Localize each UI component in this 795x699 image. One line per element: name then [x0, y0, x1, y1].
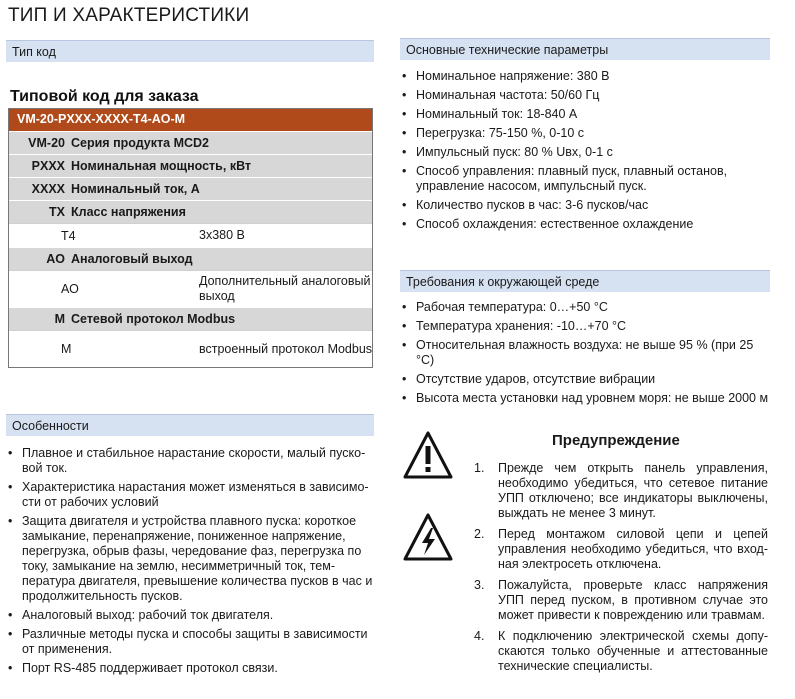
list-item: • Импульсный пуск: 80 % Uвх, 0-1 с: [402, 145, 774, 160]
item-text: Перед монтажом силовой цепи и цепей управления необходимо убедиться, что вход-ная электросеть отключена.: [498, 527, 768, 571]
item-text: К подключению электрической схемы допу-скаются только обученные и аттестованные технические специалисты.: [498, 629, 768, 673]
code-row-current: [9, 177, 372, 200]
code-table: [8, 108, 373, 368]
high-voltage-warning-icon: [402, 512, 454, 562]
label-cell: Сетевой протокол Modbus: [71, 312, 236, 326]
item-number: 1.: [474, 461, 485, 475]
environment-list: [402, 300, 774, 410]
code-cell: АО: [61, 282, 79, 296]
features-bar: Особенности: [6, 414, 374, 436]
code-row-series: [9, 131, 372, 154]
label-cell: Класс напряжения: [71, 205, 186, 219]
code-cell: M: [61, 342, 72, 356]
list-item: [474, 578, 768, 623]
list-item: • Порт RS-485 поддерживает протокол связи.: [8, 661, 378, 676]
code-cell: VM-20: [28, 136, 65, 150]
label-cell: Серия продукта MCD2: [71, 136, 209, 150]
item-number: 2.: [474, 527, 485, 541]
code-cell: PXXX: [31, 159, 65, 173]
code-cell: AO: [46, 252, 65, 266]
list-item: [474, 527, 768, 572]
label-cell: Аналоговый выход: [71, 252, 193, 266]
list-item: • Рабочая температура: 0…+50 °С: [402, 300, 774, 315]
list-item: • Защита двигателя и устройства плавного пуска: короткое замыкание, перенапряжение, пониженное напряжение, перегрузка, обрыв фазы, чередование фаз, перегрузка по току, замыкание на землю, несимметричный ток, тем-пература двигателя, превышение количества пусков в час и продолжительность пусков.: [8, 514, 378, 604]
warning-title: Предупреждение: [552, 432, 680, 449]
list-item: • Аналоговый выход: рабочий ток двигателя.: [8, 608, 378, 623]
exclamation-warning-icon: [402, 430, 454, 480]
list-item: • Количество пусков в час: 3-6 пусков/час: [402, 198, 774, 213]
label-cell: Дополнительный аналоговый выход: [199, 274, 371, 303]
list-item: • Номинальный ток: 18-840 А: [402, 107, 774, 122]
item-text: Прежде чем открыть панель управления, необходимо убедиться, что сетевое питание УПП отключено; все индикаторы выключены, выждать не менее 3 минут.: [498, 461, 768, 520]
list-item: • Номинальная частота: 50/60 Гц: [402, 88, 774, 103]
item-number: 3.: [474, 578, 485, 592]
order-title: Типовой код для заказа: [10, 88, 199, 105]
code-row-power: [9, 154, 372, 177]
list-item: • Способ охлаждения: естественное охлаждение: [402, 217, 774, 232]
item-number: 4.: [474, 629, 485, 643]
list-item: [474, 461, 768, 521]
label-cell: Номинальная мощность, кВт: [71, 159, 252, 173]
main-code: VM-20-PXXX-XXXX-T4-AO-M: [9, 109, 372, 131]
code-row-analog: [9, 247, 372, 270]
code-cell: M: [54, 312, 65, 326]
list-item: • Способ управления: плавный пуск, плавный останов, управление насосом, импульсный пуск.: [402, 164, 774, 194]
tech-params-bar: Основные технические параметры: [400, 38, 770, 60]
code-row-t4: [9, 223, 372, 247]
list-item: • Различные методы пуска и способы защиты в зависимости от применения.: [8, 627, 378, 657]
features-list: [8, 446, 378, 680]
code-cell: XXXX: [31, 182, 65, 196]
code-cell: T4: [61, 228, 76, 243]
environment-bar: Требования к окружающей среде: [400, 270, 770, 292]
label-cell: Номинальный ток, А: [71, 182, 200, 196]
list-item: • Температура хранения: -10…+70 °С: [402, 319, 774, 334]
list-item: • Перегрузка: 75-150 %, 0-10 с: [402, 126, 774, 141]
list-item: • Плавное и стабильное нарастание скорости, малый пуско-вой ток.: [8, 446, 378, 476]
label-cell: встроенный протокол Modbus: [199, 341, 373, 356]
type-code-bar: Тип код: [6, 40, 374, 62]
list-item: • Номинальное напряжение: 380 В: [402, 69, 774, 84]
tech-params-list: [402, 69, 774, 236]
list-item: • Отсутствие ударов, отсутствие вибрации: [402, 372, 774, 387]
code-row-modbus: [9, 307, 372, 330]
code-row-m: [9, 330, 372, 367]
warning-list: [474, 461, 768, 680]
list-item: • Относительная влажность воздуха: не выше 95 % (при 25 °С): [402, 338, 774, 368]
code-row-ao: [9, 270, 372, 307]
page-title: ТИП И ХАРАКТЕРИСТИКИ: [8, 5, 250, 26]
item-text: Пожалуйста, проверьте класс напряжения УПП перед пуском, в противном случае это может привести к повреждению или травмам.: [498, 578, 768, 622]
list-item: • Высота места установки над уровнем моря: не выше 2000 м: [402, 391, 774, 406]
code-row-voltage-class: [9, 200, 372, 223]
list-item: [474, 629, 768, 674]
label-cell: 3х380 В: [199, 228, 245, 242]
list-item: • Характеристика нарастания может изменяться в зависимо-сти от рабочих условий: [8, 480, 378, 510]
code-cell: TX: [49, 205, 65, 219]
